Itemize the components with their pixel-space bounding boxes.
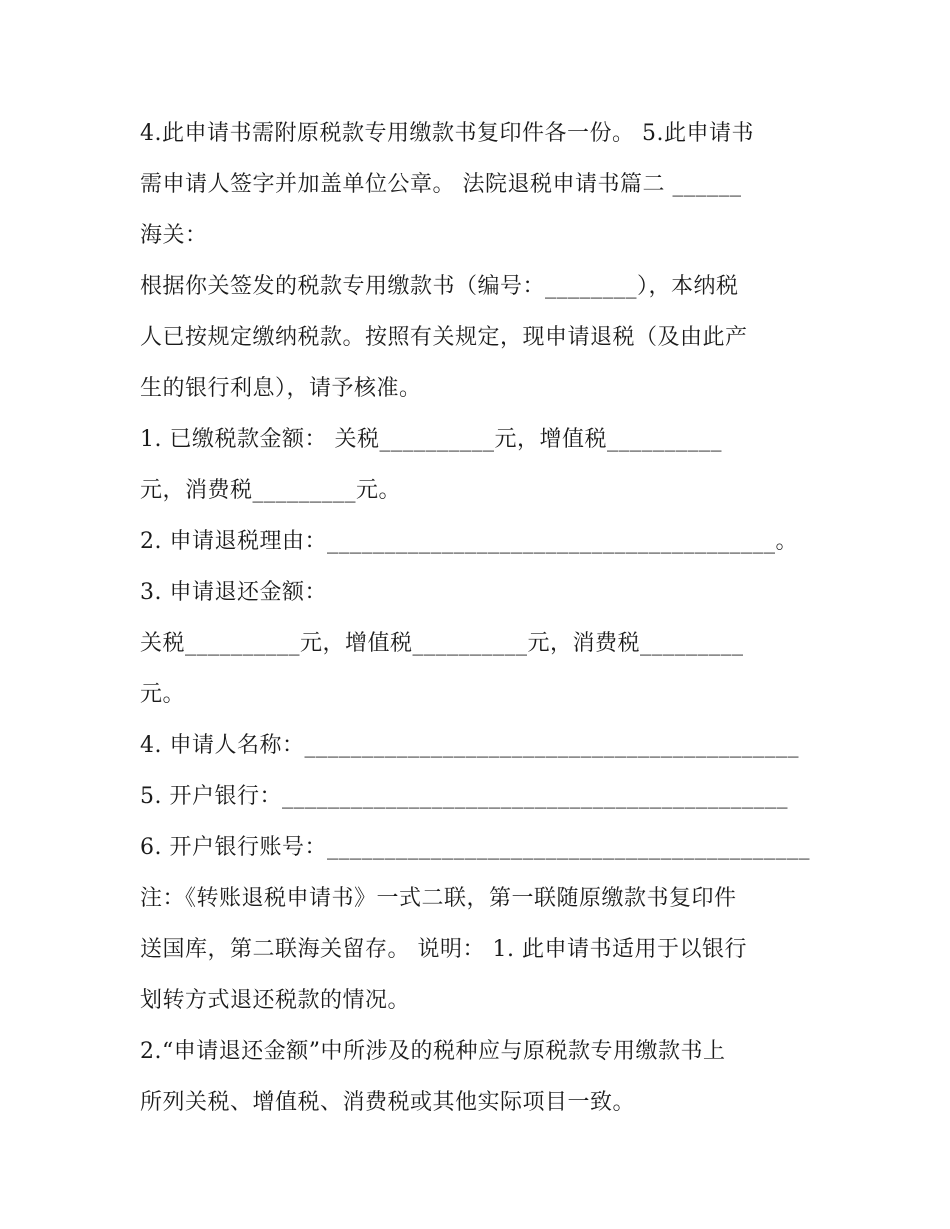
text-line: 海关：	[140, 223, 208, 248]
text-line: 注：《转账退税申请书》一式二联，第一联随原缴款书复印件	[140, 886, 737, 911]
document-body	[140, 108, 820, 1128]
text-line: 人已按规定缴纳税款。按照有关规定，现申请退税（及由此产	[140, 325, 748, 350]
text-line: 元，消费税_________元。	[140, 478, 402, 503]
text-line: 元。	[140, 682, 186, 707]
text-line: 送国库，第二联海关留存。 说明： 1. 此申请书适用于以银行	[140, 937, 747, 962]
text-line: 4.此申请书需附原税款专用缴款书复印件各一份。 5.此申请书	[140, 121, 754, 146]
text-line: 1. 已缴税款金额： 关税__________元，增值税__________	[140, 427, 722, 452]
text-line: 生的银行利息），请予核准。	[140, 376, 422, 401]
text-line: 6. 开户银行账号：__________________________________________	[140, 835, 810, 860]
text-line: 2.“申请退还金额”中所涉及的税种应与原税款专用缴款书上	[140, 1039, 726, 1064]
text-line: 2. 申请退税理由：_______________________________________。	[140, 529, 798, 554]
text-line: 需申请人签字并加盖单位公章。 法院退税申请书篇二 ______	[140, 172, 742, 197]
text-line: 4. 申请人名称：___________________________________________	[140, 733, 799, 758]
text-line: 根据你关签发的税款专用缴款书（编号：________），本纳税	[140, 274, 739, 299]
text-line: 划转方式退还税款的情况。	[140, 988, 411, 1013]
text-line: 所列关税、增值税、消费税或其他实际项目一致。	[140, 1090, 636, 1115]
text-line: 关税__________元，增值税__________元，消费税_________	[140, 631, 744, 656]
text-line: 5. 开户银行：____________________________________________	[140, 784, 788, 809]
text-line: 3. 申请退还金额：	[140, 580, 327, 605]
